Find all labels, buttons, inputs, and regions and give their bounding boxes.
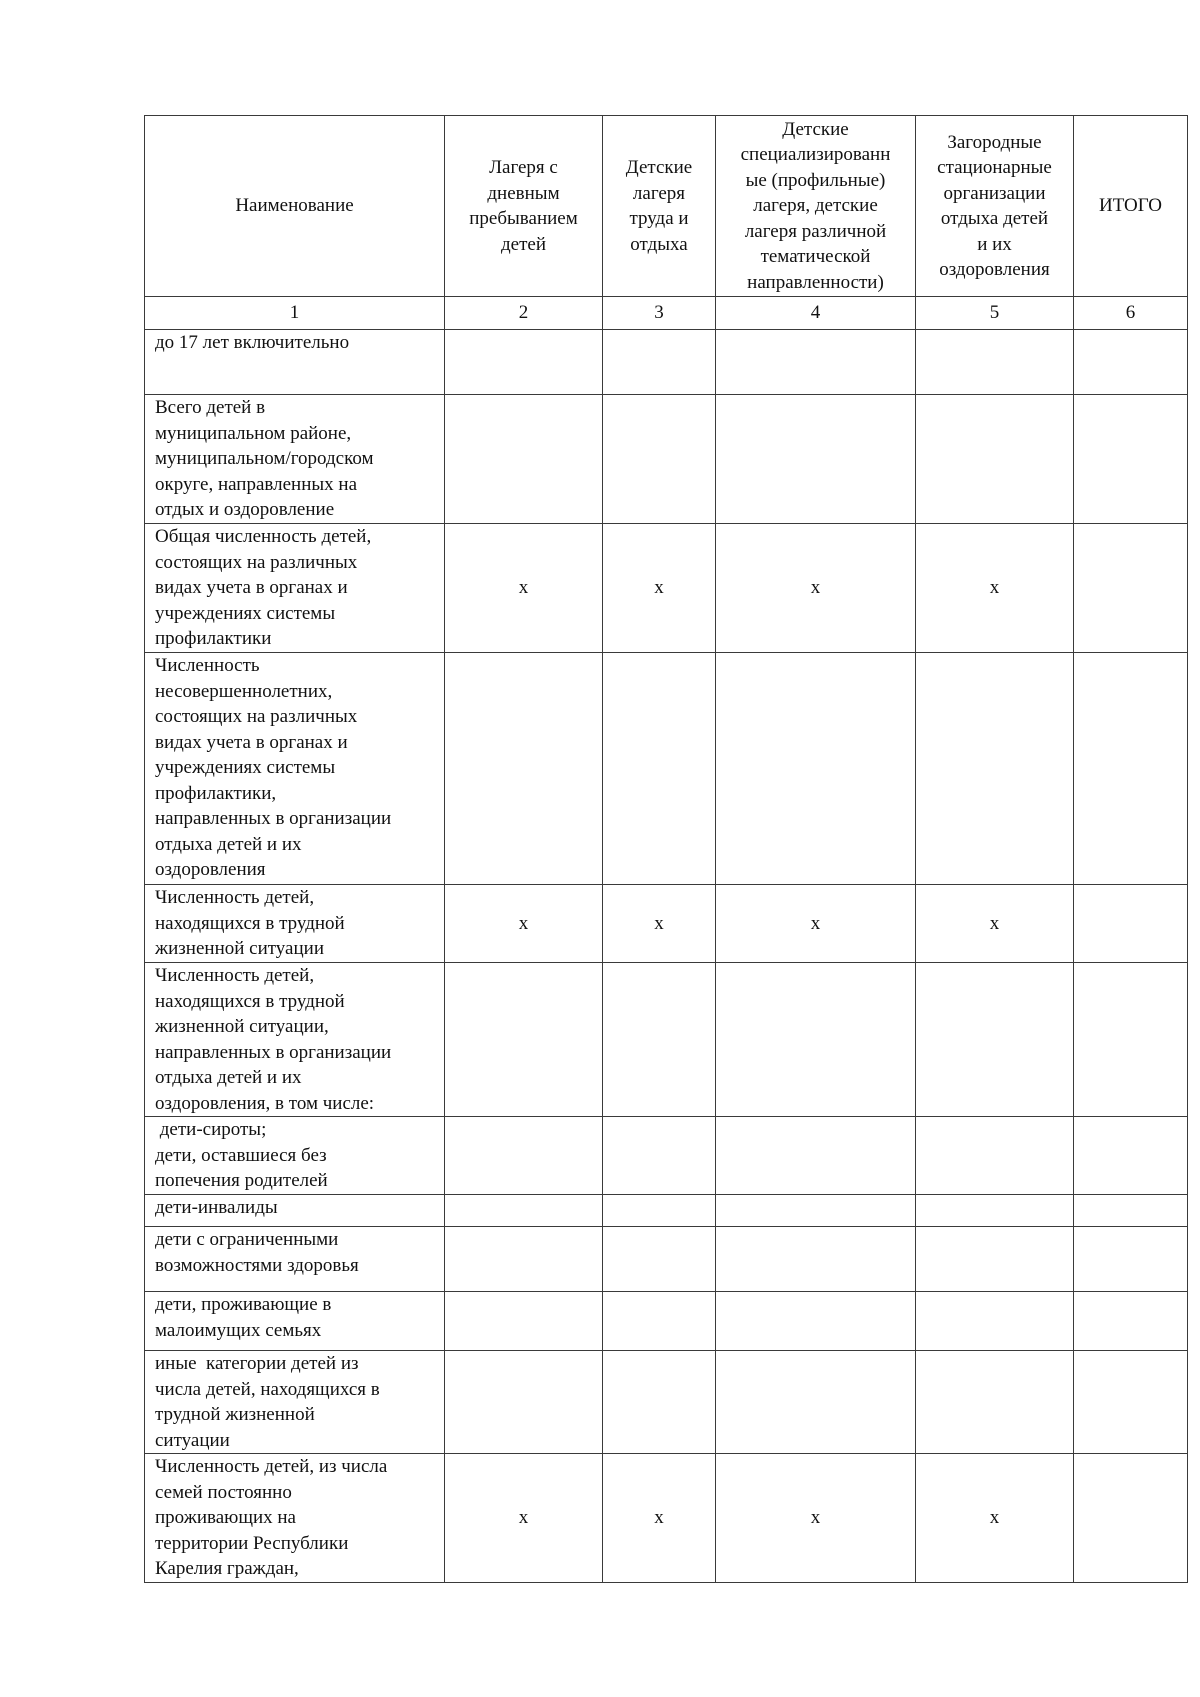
row-name-line: направленных в организации [155, 808, 392, 829]
table-body [145, 116, 1188, 1583]
row-cell [1074, 1351, 1188, 1454]
row-name [145, 1117, 445, 1195]
row-name-line: направленных в организации [155, 1041, 392, 1063]
row-name [145, 963, 445, 1117]
row-cell: х [716, 524, 916, 653]
header-line: труда и [629, 208, 689, 229]
column-number: 1 [145, 297, 445, 330]
row-cell [603, 1292, 716, 1351]
row-cell [916, 395, 1074, 524]
header-line: дневным [487, 182, 560, 204]
header-line: лагеря, детские [753, 195, 878, 217]
column-number: 6 [1074, 297, 1188, 330]
header-row [145, 116, 1188, 297]
row-name-line: отдыха детей и их [155, 1067, 302, 1088]
column-number: 4 [716, 297, 916, 330]
header-name [145, 116, 445, 297]
header-line: стационарные [937, 157, 1052, 178]
row-name-line: муниципальном районе, [155, 422, 352, 444]
row-cell [445, 395, 603, 524]
row-cell [1074, 963, 1188, 1117]
row-name [145, 1195, 445, 1227]
header-line: Загородные [947, 131, 1042, 153]
row-cell [1074, 885, 1188, 963]
row-name [145, 653, 445, 885]
row-cell [716, 1195, 916, 1227]
row-cell [445, 1117, 603, 1195]
header-line: лагеря [632, 182, 686, 204]
row-cell [603, 653, 716, 885]
table-row [145, 1227, 1188, 1292]
row-name [145, 524, 445, 653]
row-name [145, 885, 445, 963]
row-cell [603, 1195, 716, 1227]
row-name-line: Всего детей в [155, 397, 266, 418]
row-name-line: ситуации [155, 1429, 230, 1451]
table-row [145, 653, 1188, 885]
row-name-line: оздоровления, в том числе: [155, 1092, 375, 1114]
row-name-line: учреждениях системы [155, 757, 336, 778]
row-cell [1074, 1454, 1188, 1583]
row-cell [716, 1227, 916, 1292]
row-cell [445, 1195, 603, 1227]
header-line: организации [943, 182, 1046, 204]
row-cell [603, 1117, 716, 1195]
table-row [145, 330, 1188, 395]
row-cell: х [445, 1454, 603, 1583]
row-name [145, 395, 445, 524]
row-cell [916, 1195, 1074, 1227]
row-name-line: Численность [155, 655, 260, 676]
header-line: ИТОГО [1098, 195, 1163, 217]
column-number: 2 [445, 297, 603, 330]
row-name-line: профилактики [155, 628, 272, 649]
row-cell [1074, 330, 1188, 395]
row-cell [1074, 1117, 1188, 1195]
row-name-line: территории Республики [155, 1532, 349, 1554]
row-cell [916, 1292, 1074, 1351]
header-line: отдыха детей [940, 208, 1049, 229]
header-line: направленности) [747, 271, 884, 293]
row-name-line: муниципальном/городском [155, 448, 374, 469]
row-name-line: видах учета в органах и [155, 731, 348, 753]
row-cell [445, 1227, 603, 1292]
row-name-line: Карелия граждан, [155, 1558, 299, 1579]
row-name-line: дети-сироты; [155, 1119, 267, 1140]
table-row [145, 1351, 1188, 1454]
row-cell [716, 1351, 916, 1454]
row-cell [445, 1351, 603, 1454]
row-name-line: возможностями здоровья [155, 1254, 359, 1276]
column-number: 5 [916, 297, 1074, 330]
header-line: отдыха [630, 233, 688, 255]
row-cell: х [716, 885, 916, 963]
table-row [145, 1117, 1188, 1195]
row-name-line: жизненной ситуации, [155, 1016, 329, 1037]
row-cell [716, 1117, 916, 1195]
row-cell [603, 1227, 716, 1292]
row-cell [716, 963, 916, 1117]
row-name-line: жизненной ситуации [155, 938, 324, 959]
row-cell [445, 963, 603, 1117]
row-name-line: профилактики, [155, 782, 277, 804]
row-name-line: числа детей, находящихся в [155, 1378, 380, 1400]
header-line: ые (профильные) [745, 169, 886, 191]
row-name-line: состоящих на различных [155, 551, 358, 573]
table-row [145, 1454, 1188, 1583]
header-line: и их [977, 233, 1012, 255]
header-labor-camps [603, 116, 716, 297]
row-name-line: иные категории детей из [155, 1353, 359, 1374]
header-line: Лагеря с [489, 157, 558, 178]
header-line: тематической [760, 246, 871, 268]
row-cell [916, 653, 1074, 885]
header-line: детей [500, 233, 546, 255]
row-cell [603, 963, 716, 1117]
row-cell: х [716, 1454, 916, 1583]
row-name-line: дети с ограниченными [155, 1229, 339, 1250]
row-cell: х [603, 1454, 716, 1583]
header-specialized-camps [716, 116, 916, 297]
row-cell [916, 1117, 1074, 1195]
row-name-line: Численность детей, [155, 965, 315, 986]
header-line: Детские [625, 157, 693, 178]
row-cell [716, 653, 916, 885]
row-cell [716, 330, 916, 395]
row-cell [445, 1292, 603, 1351]
row-cell [1074, 1227, 1188, 1292]
row-cell [916, 1227, 1074, 1292]
row-cell [716, 1292, 916, 1351]
row-name-line: Общая численность детей, [155, 526, 372, 547]
header-line: специализированн [740, 144, 891, 166]
row-cell: х [603, 524, 716, 653]
row-cell [916, 963, 1074, 1117]
row-name-line: дети, оставшиеся без [155, 1144, 327, 1166]
row-name-line: малоимущих семьях [155, 1319, 322, 1341]
row-name-line: состоящих на различных [155, 706, 358, 727]
row-name-line: Численность детей, из числа [155, 1456, 388, 1477]
row-name [145, 330, 445, 395]
row-name-line: до 17 лет включительно [155, 332, 350, 353]
row-cell [1074, 395, 1188, 524]
row-cell: х [445, 524, 603, 653]
row-name-line: дети-инвалиды [155, 1197, 278, 1218]
row-name [145, 1227, 445, 1292]
row-name-line: округе, направленных на [155, 473, 357, 495]
row-cell: х [916, 524, 1074, 653]
table-row [145, 885, 1188, 963]
row-cell [1074, 524, 1188, 653]
header-line: пребыванием [469, 208, 578, 229]
row-cell [1074, 1292, 1188, 1351]
header-line: Детские [782, 118, 849, 140]
row-cell: х [445, 885, 603, 963]
header-total [1074, 116, 1188, 297]
row-name-line: несовершеннолетних, [155, 680, 333, 702]
row-name-line: Численность детей, [155, 887, 315, 908]
row-name-line: дети, проживающие в [155, 1294, 332, 1315]
row-name-line: оздоровления [155, 859, 266, 880]
header-day-camps [445, 116, 603, 297]
header-line: оздоровления [939, 259, 1050, 280]
table-row [145, 963, 1188, 1117]
row-name-line: находящихся в трудной [155, 912, 345, 934]
row-name-line: трудной жизненной [155, 1404, 315, 1425]
row-name-line: отдыха детей и их [155, 833, 302, 855]
row-cell: х [603, 885, 716, 963]
row-cell [603, 395, 716, 524]
row-name-line: проживающих на [155, 1507, 296, 1528]
row-cell [716, 395, 916, 524]
row-cell [603, 330, 716, 395]
row-name-line: видах учета в органах и [155, 577, 348, 598]
row-cell [603, 1351, 716, 1454]
row-cell [916, 1351, 1074, 1454]
header-country-camps [916, 116, 1074, 297]
row-cell [445, 653, 603, 885]
row-name-line: отдых и оздоровление [155, 499, 335, 520]
row-cell [916, 330, 1074, 395]
row-name-line: семей постоянно [155, 1481, 292, 1503]
row-cell: х [916, 1454, 1074, 1583]
row-cell [445, 330, 603, 395]
row-cell [1074, 1195, 1188, 1227]
header-line: лагеря различной [744, 220, 887, 242]
row-name [145, 1351, 445, 1454]
row-name-line: находящихся в трудной [155, 990, 345, 1012]
table-row [145, 1195, 1188, 1227]
row-name-line: попечения родителей [155, 1170, 328, 1191]
row-cell [1074, 653, 1188, 885]
row-name-line: учреждениях системы [155, 602, 336, 624]
column-number: 3 [603, 297, 716, 330]
table-row [145, 395, 1188, 524]
column-numbers-row [145, 297, 1188, 330]
row-cell: х [916, 885, 1074, 963]
row-name [145, 1454, 445, 1583]
row-name [145, 1292, 445, 1351]
header-line: Наименование [235, 195, 354, 217]
table-row [145, 1292, 1188, 1351]
report-table [144, 115, 1188, 1583]
table-row [145, 524, 1188, 653]
